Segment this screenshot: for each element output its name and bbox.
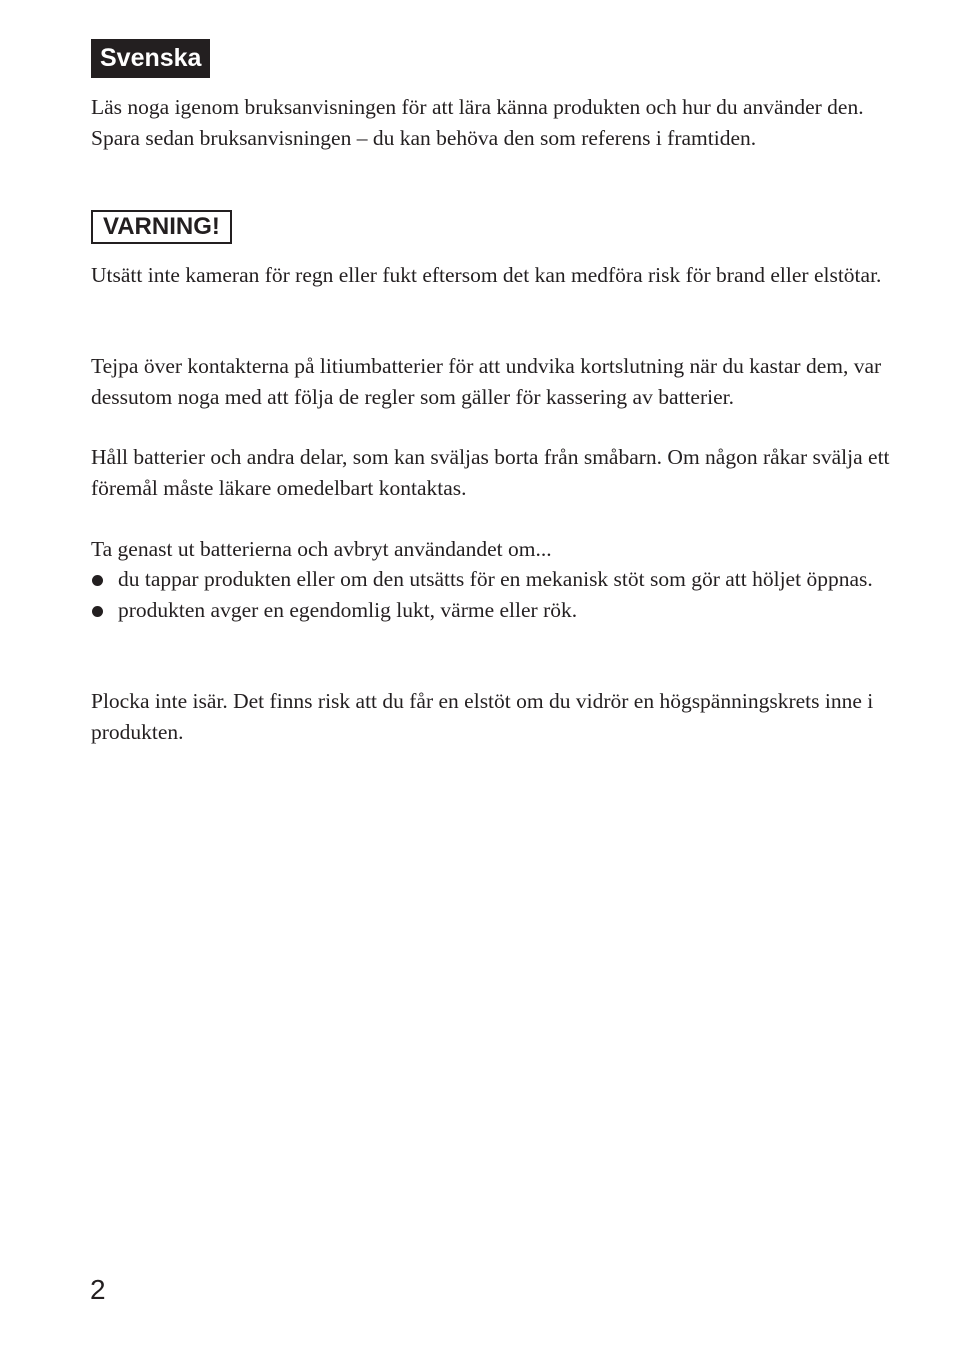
- warning-paragraph-children: Håll batterier och andra delar, som kan sväljas borta från småbarn. Om någon råkar svälja ett föremål måste läkare omedelbart kontaktas.: [91, 445, 890, 500]
- warning-list: [91, 564, 906, 625]
- warning-paragraph-remove-batteries: Ta genast ut batterierna och avbryt användandet om...: [91, 537, 552, 561]
- list-item: [91, 595, 906, 626]
- page-number: 2: [90, 1274, 106, 1305]
- list-item-text: produkten avger en egendomlig lukt, värme eller rök.: [118, 597, 578, 622]
- list-item-text: du tappar produkten eller om den utsätts för en mekanisk stöt som gör att höljet öppnas.: [118, 567, 873, 591]
- bullet-icon: [92, 606, 103, 617]
- intro-paragraph: Läs noga igenom bruksanvisningen för att lära känna produkten och hur du använder den. Spara sedan bruksanvisningen – du kan behöva den som referens i framtiden.: [91, 95, 864, 150]
- list-item: [91, 564, 906, 595]
- warning-paragraph-lithium: Tejpa över kontakterna på litiumbatterier för att undvika kortslutning när du kastar dem, var dessutom noga med att följa de regler som gäller för kassering av batterier.: [91, 354, 882, 409]
- language-section-heading: Svenska: [91, 39, 210, 78]
- warning-paragraph-disassembly: Plocka inte isär. Det finns risk att du får en elstöt om du vidrör en högspänningskrets inne i produkten.: [91, 689, 874, 744]
- bullet-icon: [92, 575, 103, 586]
- warning-heading: VARNING!: [91, 210, 232, 244]
- warning-paragraph-rain: Utsätt inte kameran för regn eller fukt eftersom det kan medföra risk för brand eller elstötar.: [91, 263, 882, 287]
